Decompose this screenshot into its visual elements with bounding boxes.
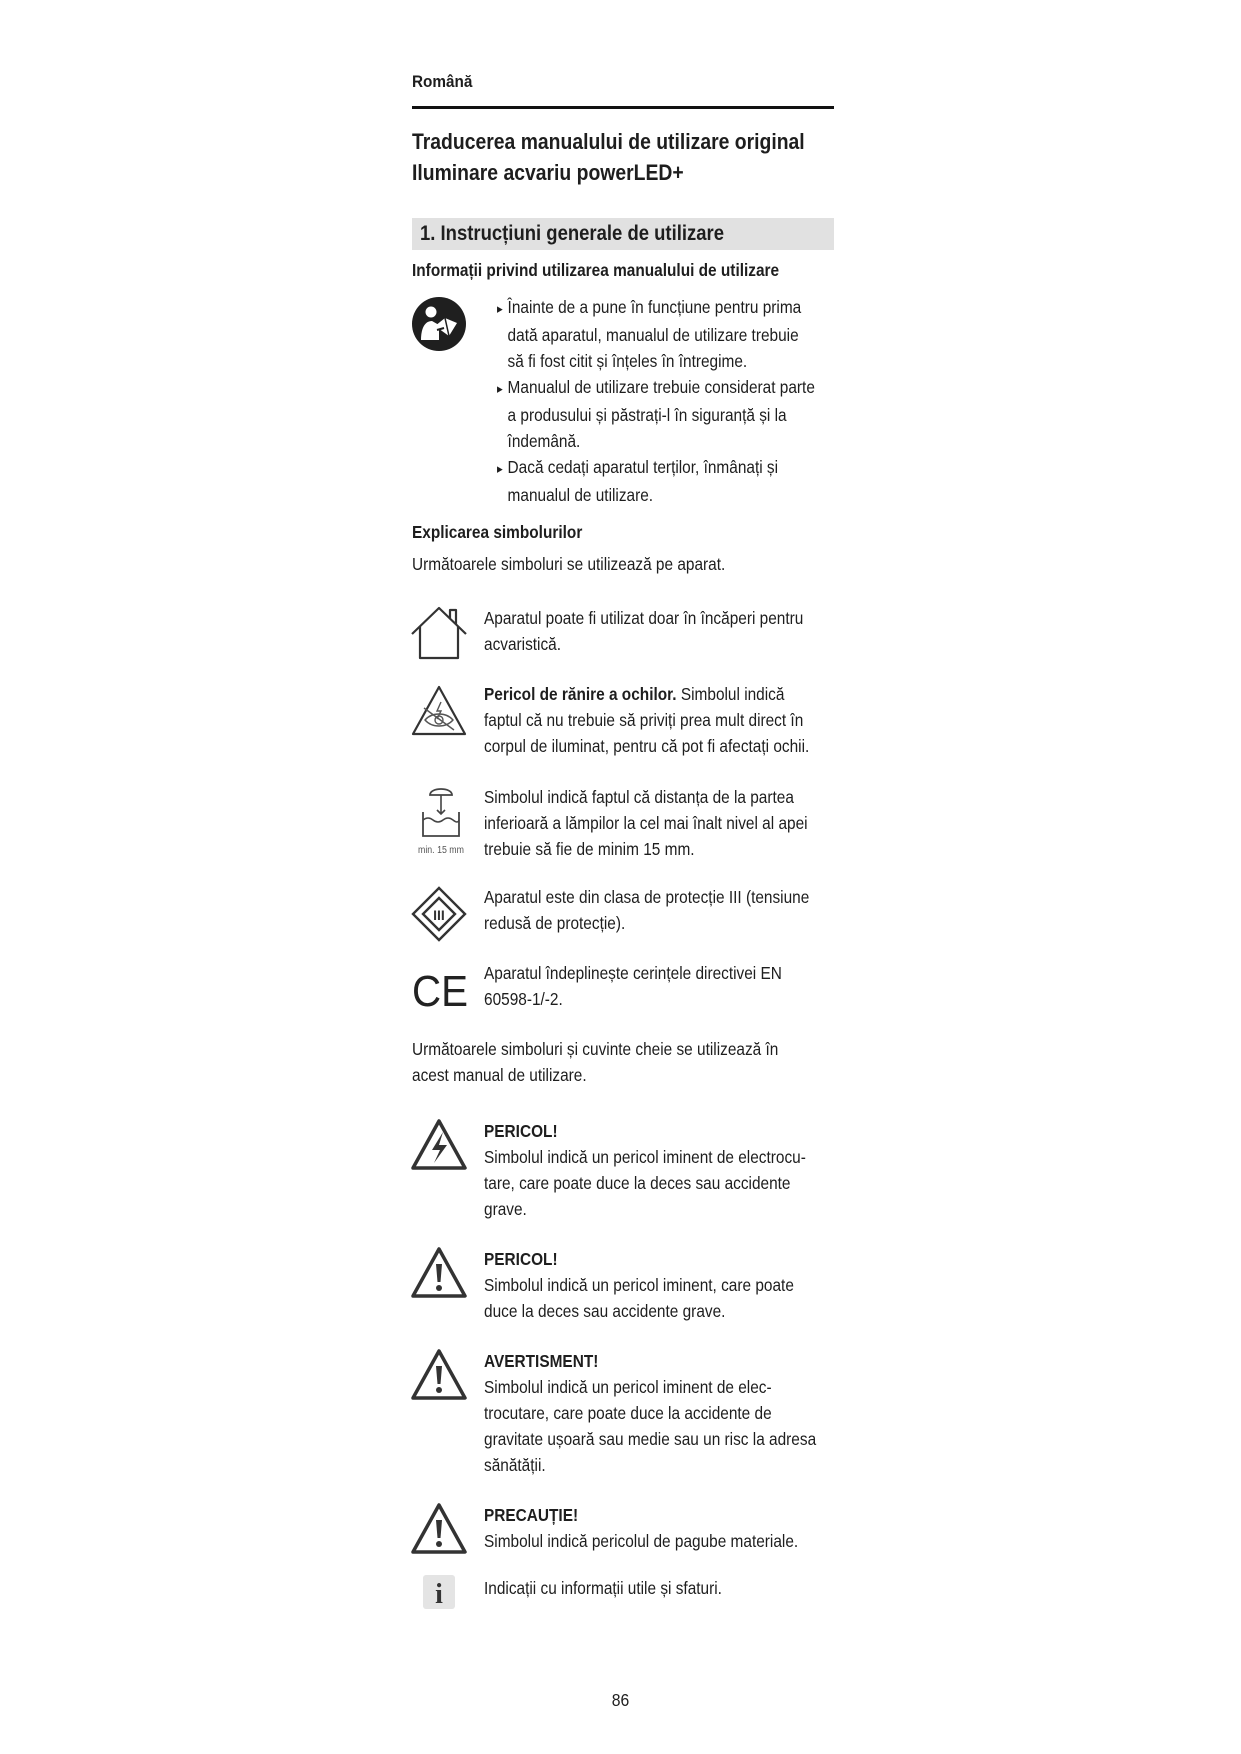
protection-class-label: III <box>433 907 445 923</box>
keyword-text <box>484 1348 816 1478</box>
language-label: Română <box>412 72 473 91</box>
lamp-distance-label: min. 15 mm <box>418 845 464 856</box>
bullet-item <box>497 374 815 454</box>
manual-info-heading: Informații privind utilizarea manualului de utilizare <box>412 260 780 280</box>
keyword-text <box>484 1575 722 1601</box>
manual-info-bullets <box>497 294 815 508</box>
house-icon <box>410 604 468 665</box>
warning-icon <box>410 1246 468 1305</box>
header-rule <box>412 106 834 109</box>
read-manual-icon <box>411 296 467 357</box>
warning-icon <box>410 1502 468 1561</box>
keyword-line: duce la deces sau accidente grave. <box>484 1301 726 1321</box>
symbol-line: acvaristică. <box>484 634 562 654</box>
symbol-line: Aparatul îndeplinește cerințele directivei EN <box>484 963 782 983</box>
symbol-text <box>484 884 809 936</box>
bullet-line: dată aparatul, manualul de utilizare trebuie <box>507 325 799 345</box>
symbol-line: redusă de protecție). <box>484 913 626 933</box>
symbol-bold-text: Pericol de rănire a ochilor. <box>484 684 677 704</box>
symbol-line <box>484 681 809 707</box>
symbol-line: Simbolul indică faptul că distanța de la partea <box>484 787 794 807</box>
title-line-1: Traducerea manualului de utilizare original <box>412 129 805 154</box>
keyword-line: Simbolul indică un pericol iminent de elec- <box>484 1377 772 1397</box>
keyword-label: PRECAUȚIE! <box>484 1505 579 1525</box>
bullet-line: a produsului și păstrați-l în siguranță și la <box>507 405 787 425</box>
symbol-line: trebuie să fie de minim 15 mm. <box>484 839 695 859</box>
page-number: 86 <box>611 1690 630 1710</box>
keywords-intro <box>412 1036 778 1088</box>
bullet-line: ▸ Manualul de utilizare trebuie considerat parte <box>497 374 815 402</box>
electric-hazard-icon <box>410 1118 468 1177</box>
keywords-intro-line: Următoarele simboluri și cuvinte cheie se utilizează în <box>412 1039 779 1059</box>
lamp-distance-icon <box>420 784 462 847</box>
symbol-line: corpul de iluminat, pentru că pot fi afectați ochii. <box>484 736 810 756</box>
symbols-heading: Explicarea simbolurilor <box>412 522 583 542</box>
bullet-line: manualul de utilizare. <box>507 485 654 505</box>
warning-icon <box>410 1348 468 1407</box>
keyword-text <box>484 1246 794 1324</box>
symbol-line-rest: Simbolul indică <box>676 684 785 704</box>
bullet-item <box>497 294 815 374</box>
bullet-line: să fi fost citit și înțeles în întregime. <box>507 351 748 371</box>
keyword-label: AVERTISMENT! <box>484 1351 599 1371</box>
keyword-line: Simbolul indică un pericol iminent, care poate <box>484 1275 794 1295</box>
title-line-2: Iluminare acvariu powerLED+ <box>412 160 684 185</box>
keyword-text <box>484 1502 798 1554</box>
ce-mark-icon <box>412 966 472 1019</box>
symbol-text <box>484 681 809 759</box>
symbol-text <box>484 960 782 1012</box>
keyword-line: gravitate ușoară sau medie sau un risc la adresa <box>484 1429 817 1449</box>
protection-class-iii-icon <box>411 886 467 947</box>
bullet-line: îndemână. <box>507 431 581 451</box>
symbol-line: faptul că nu trebuie să priviți prea mult direct în <box>484 710 804 730</box>
ce-mark-label: CE <box>412 967 468 1014</box>
keyword-line: Indicații cu informații utile și sfaturi. <box>484 1578 722 1598</box>
symbol-line: Aparatul poate fi utilizat doar în încăperi pentru <box>484 608 804 628</box>
symbols-intro: Următoarele simboluri se utilizează pe aparat. <box>412 554 726 574</box>
keyword-label: PERICOL! <box>484 1121 558 1141</box>
eye-hazard-icon <box>410 684 468 743</box>
bullet-item <box>497 454 815 508</box>
keyword-line: tare, care poate duce la deces sau accidente <box>484 1173 791 1193</box>
bullet-line: ▸ Dacă cedați aparatul terților, înmânați și <box>497 454 815 482</box>
symbol-line: 60598-1/-2. <box>484 989 563 1009</box>
section-heading: 1. Instrucțiuni generale de utilizare <box>420 222 724 245</box>
keywords-intro-line: acest manual de utilizare. <box>412 1065 587 1085</box>
symbol-line: inferioară a lămpilor la cel mai înalt nivel al apei <box>484 813 808 833</box>
symbol-line: Aparatul este din clasa de protecție III (tensiune <box>484 887 810 907</box>
info-icon <box>422 1574 456 1615</box>
keyword-text <box>484 1118 806 1222</box>
info-icon-label: i <box>435 1579 443 1610</box>
section-heading-bar <box>412 218 834 250</box>
document-title <box>412 126 805 188</box>
keyword-label: PERICOL! <box>484 1249 558 1269</box>
keyword-line: Simbolul indică un pericol iminent de electrocu- <box>484 1147 806 1167</box>
bullet-line: ▸ Înainte de a pune în funcțiune pentru prima <box>497 294 815 322</box>
symbol-text <box>484 784 808 862</box>
keyword-line: Simbolul indică pericolul de pagube materiale. <box>484 1531 799 1551</box>
keyword-line: grave. <box>484 1199 527 1219</box>
symbol-text <box>484 605 803 657</box>
keyword-line: trocutare, care poate duce la accidente de <box>484 1403 772 1423</box>
keyword-line: sănătății. <box>484 1455 546 1475</box>
